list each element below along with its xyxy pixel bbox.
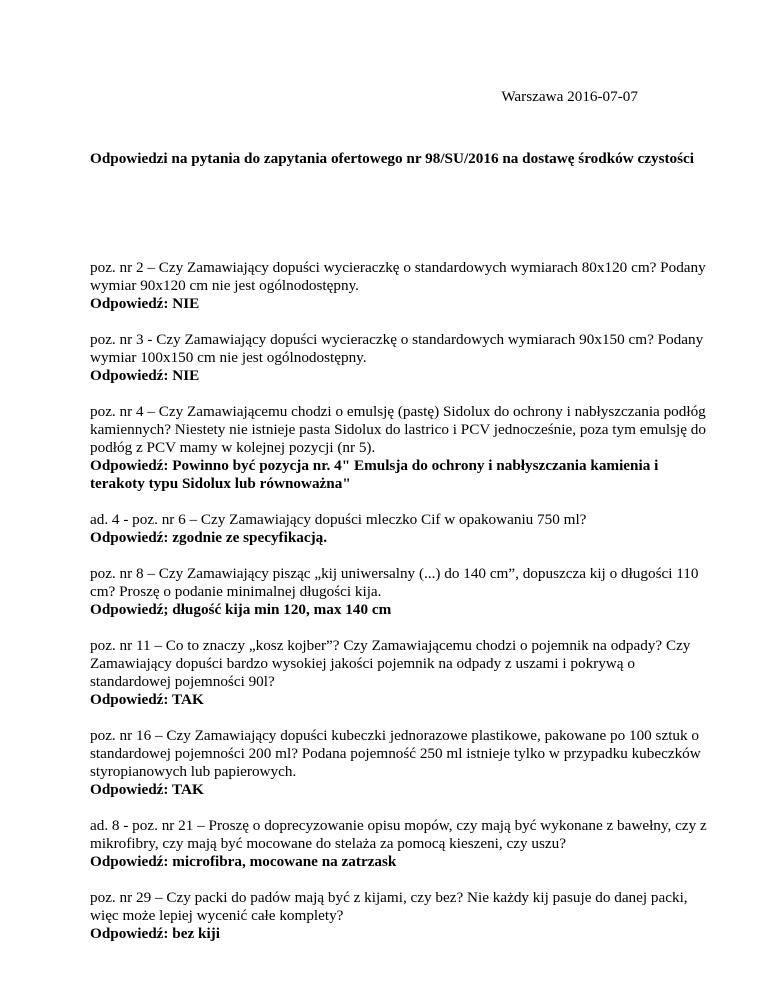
question-text: ad. 8 - poz. nr 21 – Proszę o doprecyzowanie opisu mopów, czy mają być wykonane z bawełny, czy z mikrofibry, czy mają być mocowane do stelaża za pomocą kieszeni, czy uszu? [90,817,707,852]
answer-text: Odpowiedź: microfibra, mocowane na zatrzask [90,853,397,870]
question-text: poz. nr 16 – Czy Zamawiający dopuści kubeczki jednorazowe plastikowe, pakowane po 100 sztuk o standardowej pojemności 200 ml? Podana pojemność 250 ml istnieje tylko w przypadku kubeczków styropianowych lub papierowych. [90,727,701,780]
document-title: Odpowiedzi na pytania do zapytania ofertowego nr 98/SU/2016 na dostawę środków czystości [90,150,695,167]
question-text: poz. nr 3 - Czy Zamawiający dopuści wycieraczkę o standardowych wymiarach 90x150 cm? Podany wymiar 100x150 cm nie jest ogólnodostępny. [90,331,704,366]
answer-text: Odpowiedź: TAK [90,691,204,708]
question-text: ad. 4 - poz. nr 6 – Czy Zamawiający dopuści mleczko Cif w opakowaniu 750 ml? [90,511,587,528]
answer-text: Odpowiedź: bez kiji [90,925,220,942]
answer-text: Odpowiedź: NIE [90,295,200,312]
qa-item [90,727,710,799]
question-text: poz. nr 8 – Czy Zamawiający pisząc „kij uniwersalny (...) do 140 cm”, dopuszcza kij o długości 110 cm? Proszę o podanie minimalnej długości kija. [90,565,699,600]
qa-item [90,889,710,943]
question-text: poz. nr 2 – Czy Zamawiający dopuści wycieraczkę o standardowych wymiarach 80x120 cm? Podany wymiar 90x120 cm nie jest ogólnodostępny. [90,259,706,294]
answer-text: Odpowiedź: TAK [90,781,204,798]
answer-text: Odpowiedź: zgodnie ze specyfikacją. [90,529,328,546]
qa-item [90,637,710,709]
qa-item [90,259,710,313]
answer-text: Odpowiedź: Powinno być pozycja nr. 4" Emulsja do ochrony i nabłyszczania kamienia i terakoty typu Sidolux lub równoważna" [90,457,659,492]
qa-item [90,331,710,385]
qa-item [90,817,710,871]
qa-item [90,403,710,493]
qa-item [90,565,710,619]
qa-item [90,511,710,547]
question-text: poz. nr 29 – Czy packi do padów mają być z kijami, czy bez? Nie każdy kij pasuje do danej packi, więc może lepiej wycenić całe komplety? [90,889,688,924]
document-date: Warszawa 2016-07-07 [501,88,638,105]
question-text: poz. nr 4 – Czy Zamawiającemu chodzi o emulsję (pastę) Sidolux do ochrony i nabłyszczania podłóg kamiennych? Niestety nie istnieje pasta Sidolux do lastrico i PCV jednocześnie, poza tym emulsję do podłóg z PCV mamy w kolejnej pozycji (nr 5). [90,403,706,456]
question-text: poz. nr 11 – Co to znaczy „kosz kojber”? Czy Zamawiającemu chodzi o pojemnik na odpady? Czy Zamawiający dopuści bardzo wysokiej jakości pojemnik na odpady z uszami i pokrywą o standardowej pojemności 90l? [90,637,691,690]
qa-list [90,259,710,961]
answer-text: Odpowiedź; długość kija min 120, max 140 cm [90,601,392,618]
answer-text: Odpowiedź: NIE [90,367,200,384]
